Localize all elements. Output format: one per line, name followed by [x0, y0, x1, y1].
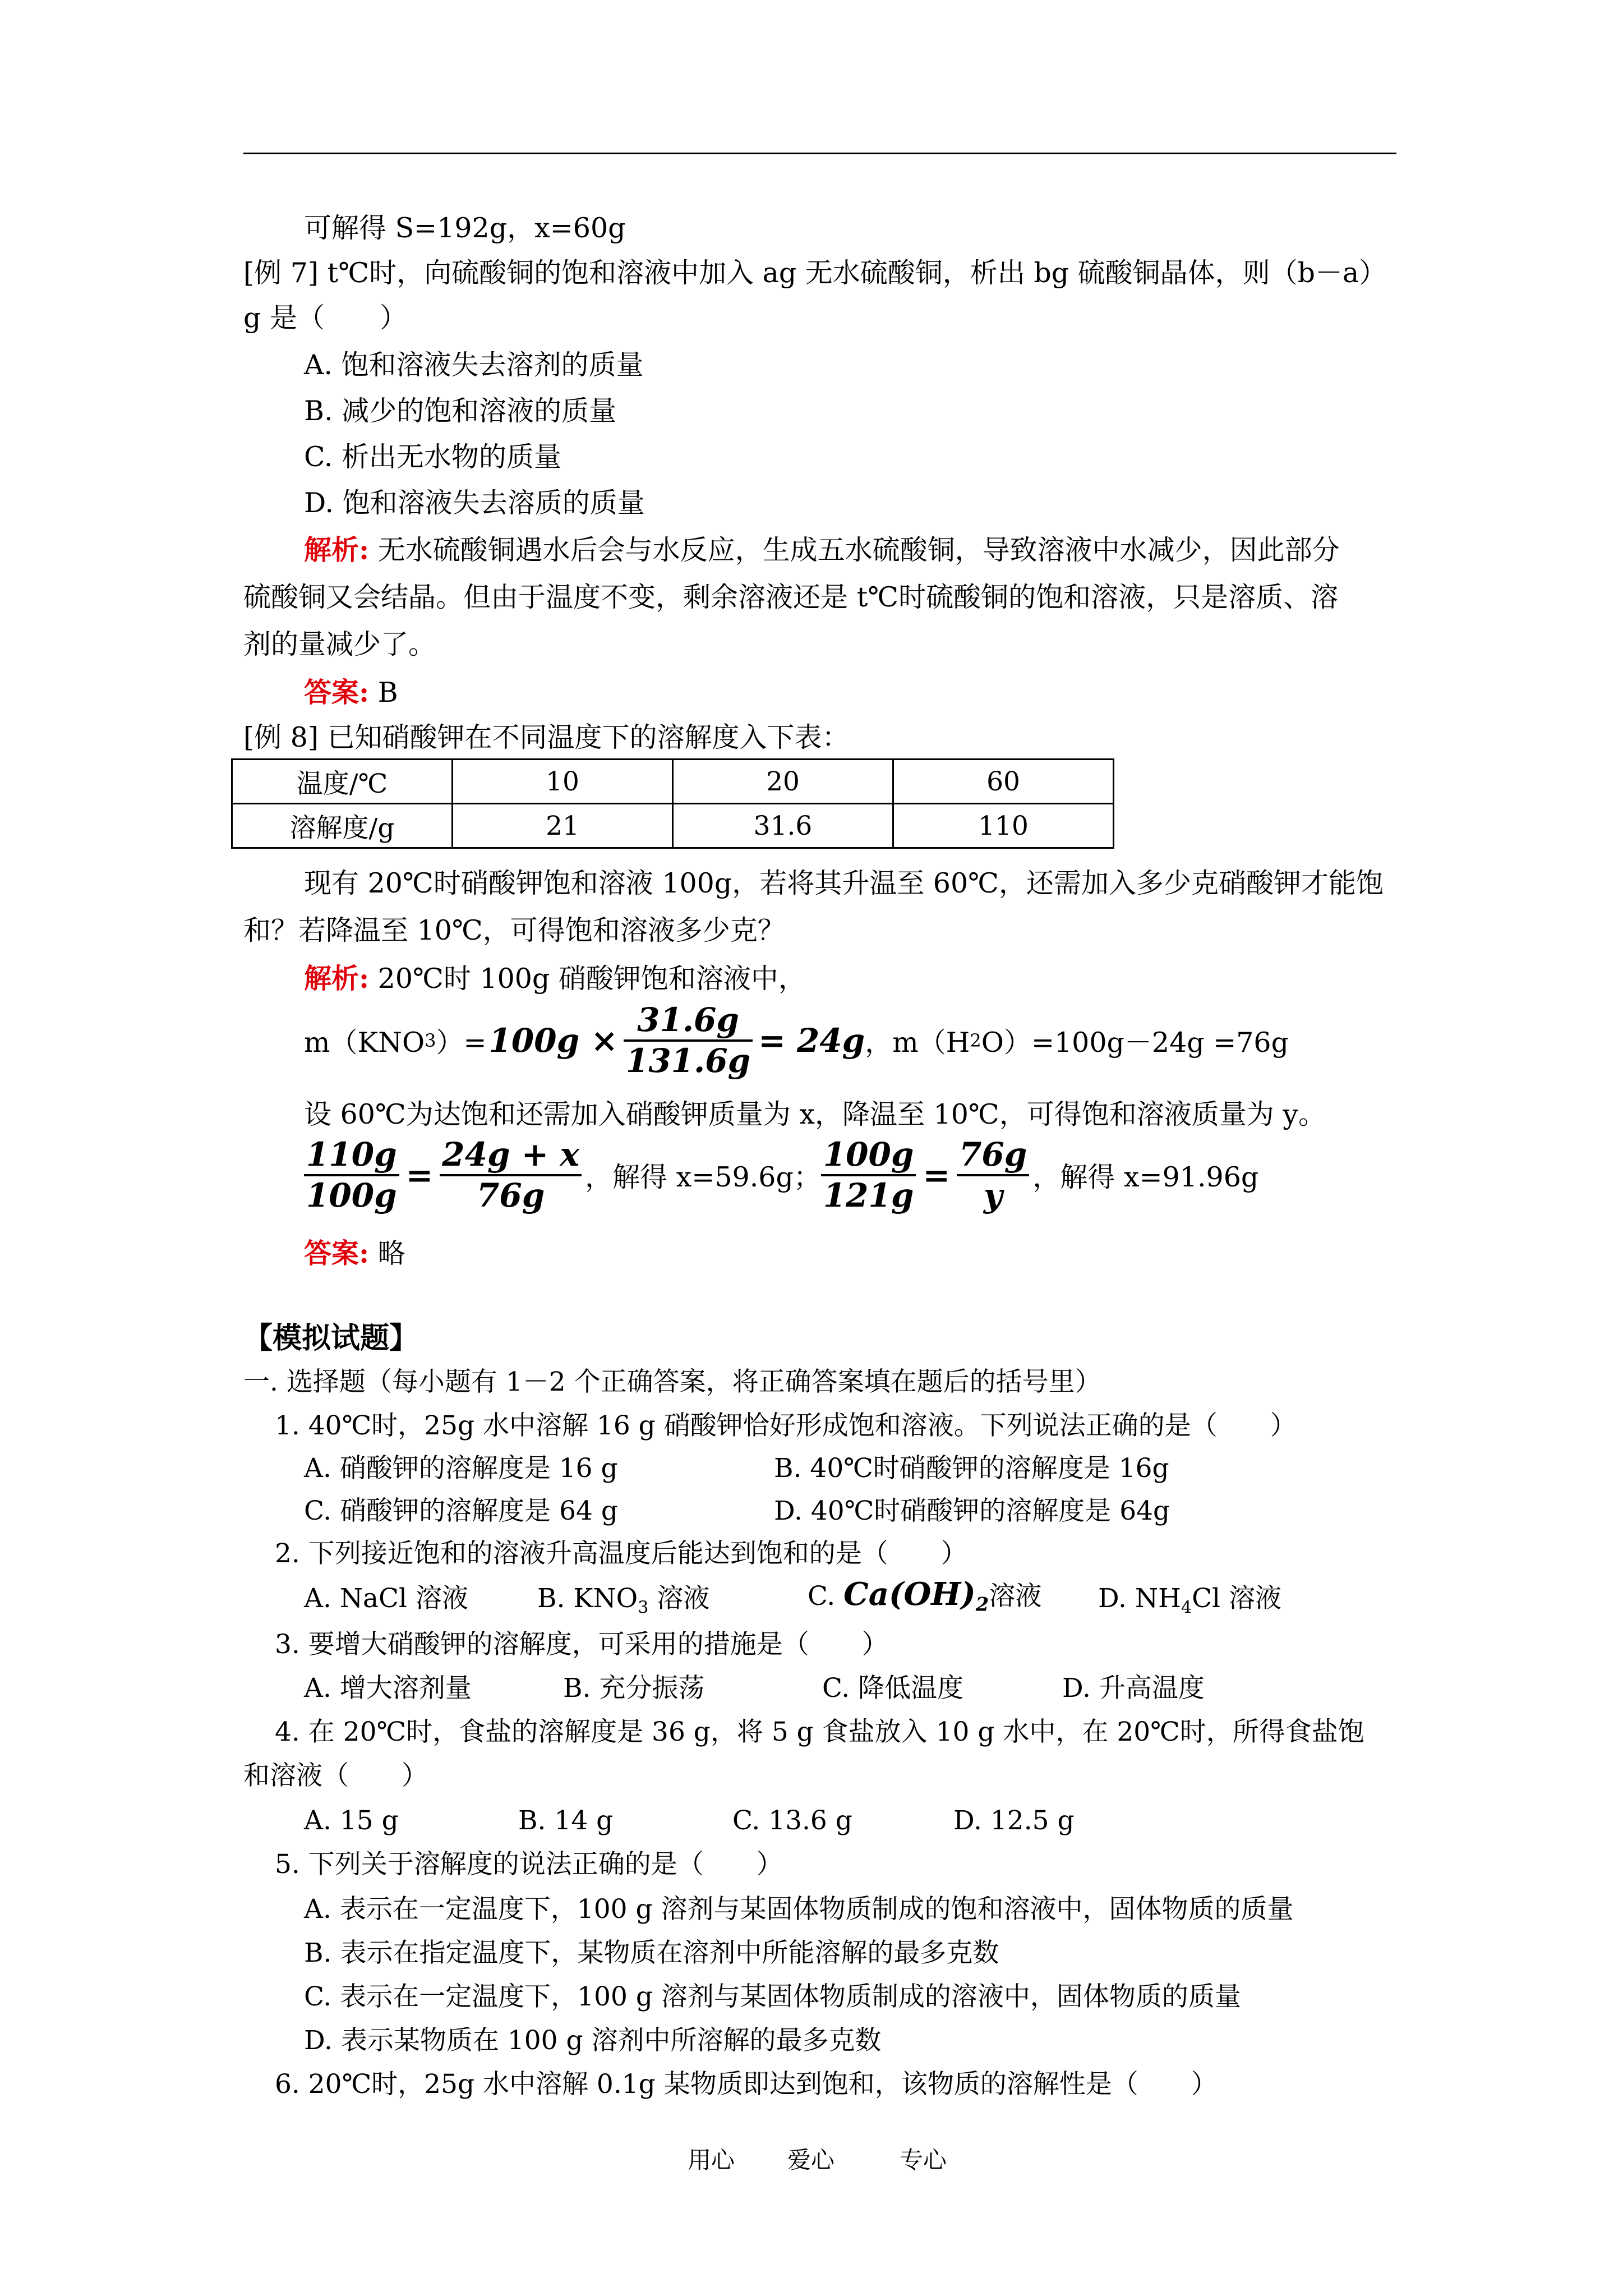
fraction-denominator: 76g [477, 1176, 545, 1214]
eq-term: = 24g [758, 1022, 865, 1060]
q2-option-b-tail: 溶液 [648, 1583, 710, 1614]
fraction-numerator: 76g [957, 1138, 1029, 1176]
text-line: 可解得 S=192g，x=60g [304, 212, 626, 244]
q2-option-d-sub: 4 [1181, 1598, 1192, 1618]
q2-option-b-text: B. KNO [537, 1583, 638, 1614]
question-6: 6. 20℃时，25g 水中溶解 0.1g 某物质即达到饱和，该物质的溶解性是（ ） [275, 2069, 1218, 2100]
question-4: 4. 在 20℃时，食盐的溶解度是 36 g，将 5 g 食盐放入 10 g 水中，在 20℃时，所得食盐饱 [275, 1717, 1364, 1747]
fraction-numerator: 100g [821, 1138, 916, 1176]
problem-text: 现有 20℃时硝酸钾饱和溶液 100g，若将其升温至 60℃，还需加入多少克硝酸钾才能饱 [304, 867, 1384, 899]
fraction-numerator: 31.6g [624, 1003, 753, 1042]
question-2: 2. 下列接近饱和的溶液升高温度后能达到饱和的是（ ） [275, 1538, 967, 1569]
q3-option-a: A. 增大溶剂量 [304, 1673, 472, 1704]
footer-text: 用心 [688, 2146, 735, 2174]
q2-option-c-formula: Ca(OH) [843, 1576, 976, 1613]
answer-text: 略 [369, 1237, 405, 1269]
eq-text: O）=100g－24g =76g [981, 1027, 1289, 1059]
analysis-line [304, 962, 806, 995]
fraction-numerator: 110g [304, 1138, 399, 1176]
q2-option-c-text: C. [808, 1581, 844, 1612]
option-c: C. 析出无水物的质量 [304, 441, 561, 473]
fraction-denominator: 121g [823, 1176, 914, 1214]
q3-option-d: D. 升高温度 [1062, 1673, 1205, 1704]
fraction [304, 1135, 399, 1214]
table-cell: 110 [893, 804, 1114, 848]
q2-option-d-text: D. NH [1098, 1583, 1181, 1614]
problem-text-cont: 和？若降温至 10℃，可得饱和溶液多少克？ [243, 914, 785, 946]
question-1: 1. 40℃时，25g 水中溶解 16 g 硝酸钾恰好形成饱和溶液。下列说法正确的是（ ） [275, 1410, 1297, 1441]
q1-option-a: A. 硝酸钾的溶解度是 16 g [304, 1453, 618, 1484]
eq-text: ，解得 x=59.6g； [585, 1161, 821, 1193]
fraction-denominator: y [983, 1176, 1003, 1214]
answer-text: B [369, 677, 398, 708]
table-cell: 21 [453, 804, 673, 848]
q5-option-c: C. 表示在一定温度下，100 g 溶剂与某固体物质制成的溶液中，固体物质的质量 [304, 1981, 1241, 2012]
eq-subscript: 2 [970, 1030, 981, 1051]
q4-option-b: B. 14 g [518, 1805, 614, 1836]
footer-text: 爱心 [787, 2146, 835, 2174]
fraction [821, 1135, 916, 1214]
fraction [440, 1135, 582, 1214]
analysis-label: 解析: [304, 533, 370, 566]
table-cell: 10 [453, 760, 673, 804]
table-cell: 20 [673, 760, 893, 804]
analysis-text-cont: 硫酸铜又会结晶。但由于温度不变，剩余溶液还是 t℃时硫酸铜的饱和溶液，只是溶质、溶 [243, 581, 1339, 613]
q2-option-c-tail: 溶液 [989, 1581, 1042, 1612]
eq-text: m（KNO [304, 1027, 425, 1059]
fraction [624, 1003, 753, 1078]
setup-text: 设 60℃为达饱和还需加入硝酸钾质量为 x，降温至 10℃，可得饱和溶液质量为 y。 [304, 1098, 1326, 1130]
eq-text: ，m（H [865, 1027, 970, 1059]
eq-subscript: 3 [425, 1030, 436, 1051]
table-row [232, 760, 1114, 804]
section-instructions: 一. 选择题（每小题有 1－2 个正确答案，将正确答案填在题后的括号里） [243, 1366, 1101, 1397]
q5-option-a: A. 表示在一定温度下，100 g 溶剂与某固体物质制成的饱和溶液中，固体物质的质量 [304, 1894, 1294, 1925]
eq-text: ）= [436, 1027, 487, 1059]
q2-option-d-tail: Cl 溶液 [1192, 1583, 1282, 1614]
table-cell: 31.6 [673, 804, 893, 848]
q3-option-b: B. 充分振荡 [563, 1673, 705, 1704]
analysis-text: 20℃时 100g 硝酸钾饱和溶液中， [369, 963, 806, 995]
equation-solve [304, 1128, 1258, 1223]
q3-option-c: C. 降低温度 [822, 1673, 964, 1704]
q5-option-b: B. 表示在指定温度下，某物质在溶剂中所能溶解的最多克数 [304, 1938, 999, 1968]
header-rule [243, 153, 1396, 154]
table-row [232, 804, 1114, 848]
q2-option-c-sub: 2 [975, 1593, 989, 1616]
example-8-question: [例 8] 已知硝酸钾在不同温度下的溶解度入下表： [243, 721, 850, 753]
q4-option-c: C. 13.6 g [732, 1805, 852, 1836]
fraction [957, 1135, 1029, 1214]
question-3: 3. 要增大硝酸钾的溶解度，可采用的措施是（ ） [275, 1629, 888, 1660]
option-a: A. 饱和溶液失去溶剂的质量 [304, 349, 644, 381]
analysis-line [304, 533, 1340, 566]
table-cell: 60 [893, 760, 1114, 804]
option-d: D. 饱和溶液失去溶质的质量 [304, 487, 645, 519]
table-cell: 温度/℃ [232, 760, 453, 804]
q5-option-d: D. 表示某物质在 100 g 溶剂中所溶解的最多克数 [304, 2025, 882, 2056]
question-4-cont: 和溶液（ ） [243, 1760, 428, 1791]
q1-option-d: D. 40℃时硝酸钾的溶解度是 64g [774, 1496, 1170, 1526]
q1-option-b: B. 40℃时硝酸钾的溶解度是 16g [774, 1453, 1169, 1484]
q2-option-d [1098, 1585, 1281, 1616]
eq-term: 100g × [488, 1022, 618, 1060]
q1-option-c: C. 硝酸钾的溶解度是 64 g [304, 1496, 618, 1526]
example-7-question-cont: g 是（ ） [243, 302, 407, 334]
equation-kno3-mass [304, 999, 1289, 1083]
q2-option-b-sub: 3 [638, 1598, 649, 1618]
question-5: 5. 下列关于溶解度的说法正确的是（ ） [275, 1849, 783, 1880]
solubility-table [231, 758, 1114, 849]
q2-option-c [808, 1576, 1042, 1616]
option-b: B. 减少的饱和溶液的质量 [304, 395, 617, 427]
fraction-numerator: 24g + x [440, 1138, 582, 1176]
fraction-denominator: 131.6g [625, 1042, 751, 1080]
footer-text: 专心 [900, 2146, 947, 2174]
q2-option-b [537, 1585, 709, 1616]
q4-option-d: D. 12.5 g [953, 1805, 1075, 1836]
answer-label: 答案: [304, 1237, 370, 1269]
example-7-question: [例 7] t℃时，向硫酸铜的饱和溶液中加入 ag 无水硫酸铜，析出 bg 硫酸铜晶体，则（b－a） [243, 257, 1387, 289]
section-heading: 【模拟试题】 [243, 1321, 419, 1355]
answer-line [304, 1237, 405, 1269]
analysis-label: 解析: [304, 962, 370, 995]
fraction-denominator: 100g [306, 1176, 397, 1214]
eq-text: ，解得 x=91.96g [1032, 1161, 1259, 1193]
analysis-text-end: 剂的量减少了。 [243, 628, 436, 660]
q2-option-a: A. NaCl 溶液 [304, 1583, 468, 1614]
q4-option-a: A. 15 g [304, 1805, 399, 1836]
eq-sign: = [405, 1156, 434, 1194]
analysis-text: 无水硫酸铜遇水后会与水反应，生成五水硫酸铜，导致溶液中水减少，因此部分 [369, 534, 1340, 566]
table-cell: 溶解度/g [232, 804, 453, 848]
answer-line [304, 676, 398, 708]
eq-sign: = [923, 1156, 951, 1194]
answer-label: 答案: [304, 676, 370, 708]
